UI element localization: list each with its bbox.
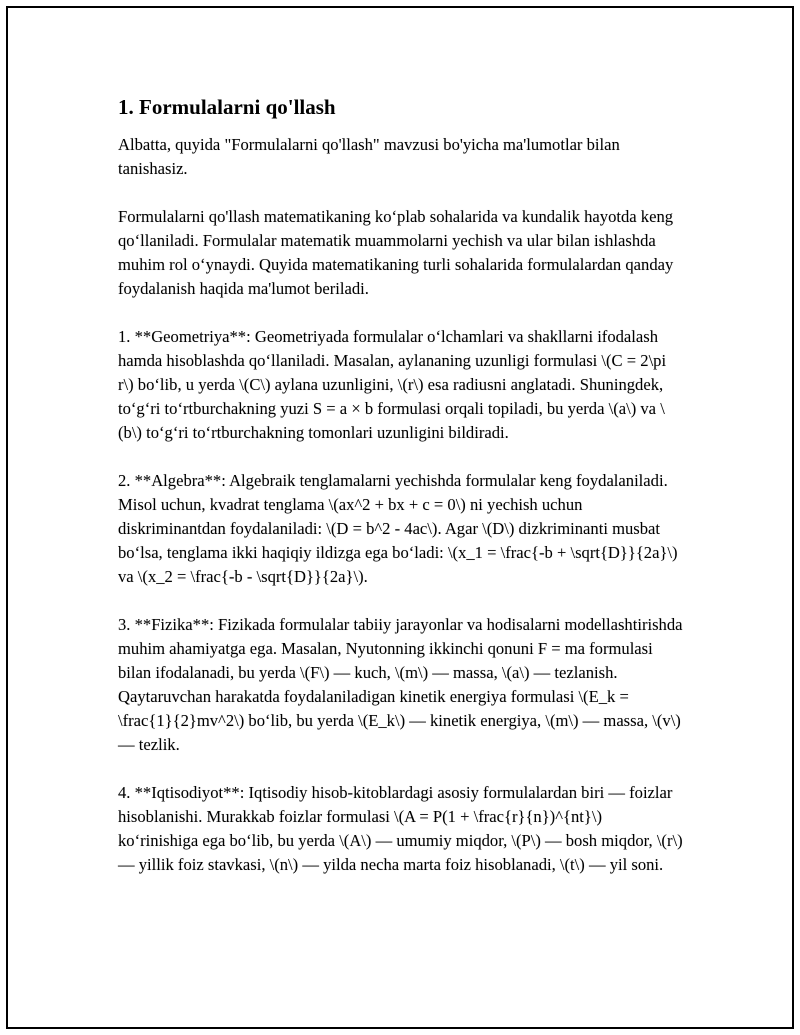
economics-paragraph: 4. **Iqtisodiyot**: Iqtisodiy hisob-kitoblardagi asosiy formulalardan biri — foizlar hisoblanishi. Murakkab foizlar formulasi \(A = P(1 + \frac{r}{n})^{nt}\) ko‘rinishiga ega bo‘lib, bu yerda \(A\) — umumiy miqdor, \(P\) — bosh miqdor, \(r\) — yillik foiz stavkasi, \(n\) — yilda necha marta foiz hisoblanadi, \(t\) — yil soni. [118,783,683,874]
document-title: 1. Formulalarni qo'llash [118,95,336,119]
document-body [118,95,683,901]
intro-paragraph: Albatta, quyida "Formulalarni qo'llash" mavzusi bo'yicha ma'lumotlar bilan tanishasiz. [118,135,620,178]
algebra-paragraph: 2. **Algebra**: Algebraik tenglamalarni yechishda formulalar keng foydalaniladi. Misol uchun, kvadrat tenglama \(ax^2 + bx + c = 0\) ni yechish uchun diskriminantdan foydalaniladi: \(D = b^2 - 4ac\). Agar \(D\) dizkriminanti musbat bo‘lsa, tenglama ikki haqiqiy ildizga ega bo‘ladi: \(x_1 = \frac{-b + \sqrt{D}}{2a}\) va \(x_2 = \frac{-b - \sqrt{D}}{2a}\). [118,471,678,586]
physics-paragraph: 3. **Fizika**: Fizikada formulalar tabiiy jarayonlar va hodisalarni modellashtirishda muhim ahamiyatga ega. Masalan, Nyutonning ikkinchi qonuni F = ma formulasi bilan ifodalanadi, bu yerda \(F\) — kuch, \(m\) — massa, \(a\) — tezlanish. Qaytaruvchan harakatda foydalaniladigan kinetik energiya formulasi \(E_k = \frac{1}{2}mv^2\) bo‘lib, bu yerda \(E_k\) — kinetik energiya, \(m\) — massa, \(v\) — tezlik. [118,615,683,754]
geometry-paragraph: 1. **Geometriya**: Geometriyada formulalar o‘lchamlari va shakllarni ifodalash hamda hisoblashda qo‘llaniladi. Masalan, aylananing uzunligi formulasi \(C = 2\pi r\) bo‘lib, u yerda \(C\) aylana uzunligini, \(r\) esa radiusni anglatadi. Shuningdek, to‘g‘ri to‘rtburchakning yuzi S = a × b formulasi orqali topiladi, bu yerda \(a\) va \(b\) to‘g‘ri to‘rtburchakning tomonlari uzunligini bildiradi. [118,327,667,442]
overview-paragraph: Formulalarni qo'llash matematikaning ko‘plab sohalarida va kundalik hayotda keng qo‘llaniladi. Formulalar matematik muammolarni yechish va ular bilan ishlashda muhim rol o‘ynaydi. Quyida matematikaning turli sohalarida formulalardan qanday foydalanish haqida ma'lumot beriladi. [118,207,674,298]
